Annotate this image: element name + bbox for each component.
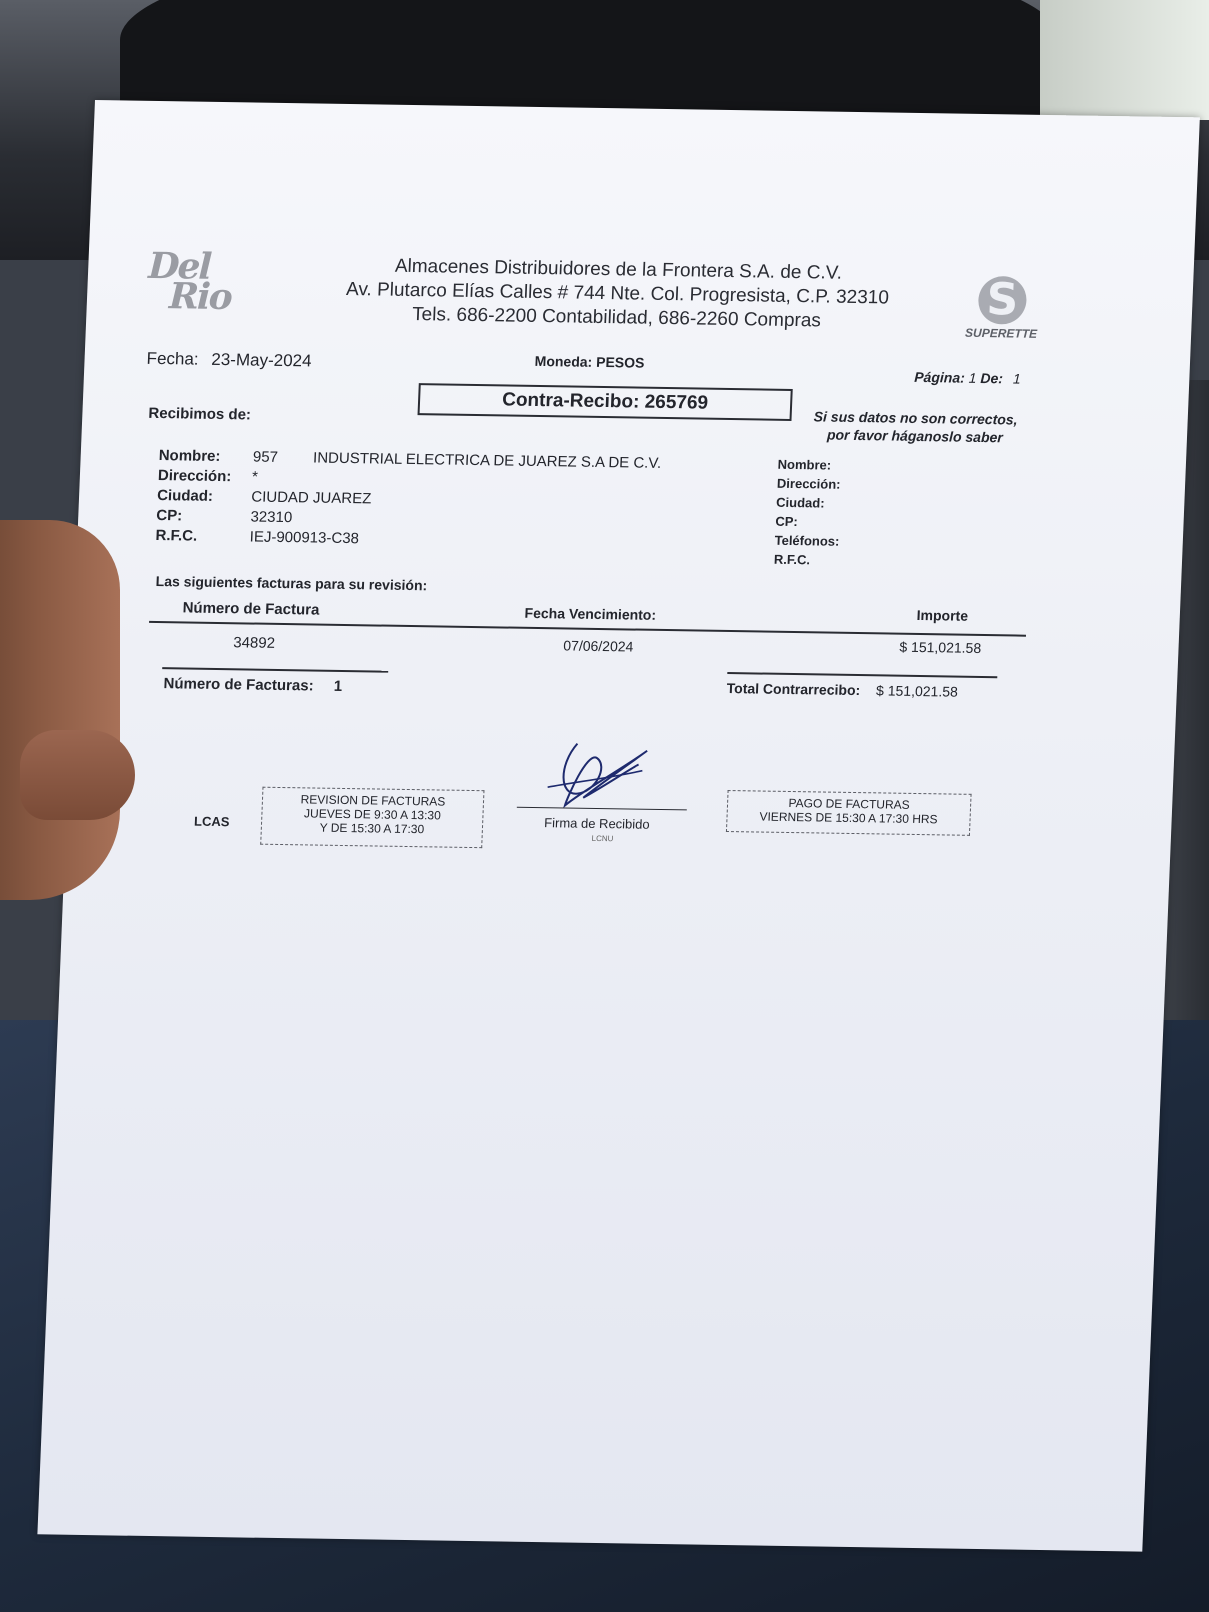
recibimos-direccion-value: * xyxy=(251,468,259,486)
invoice-count-label: Número de Facturas: xyxy=(163,675,314,695)
correction-note-line1: Si sus datos no son correctos, xyxy=(813,408,1018,428)
signature xyxy=(537,735,660,817)
del-rio-logo-line1: Del xyxy=(147,244,212,288)
revision-line2: JUEVES DE 9:30 A 13:30 xyxy=(303,806,442,823)
recibimos-rfc-row xyxy=(155,527,359,547)
revision-line1: REVISION DE FACTURAS xyxy=(300,792,446,809)
recibimos-ciudad-value: CIUDAD JUAREZ xyxy=(250,488,372,508)
pagina-de-value: 1 xyxy=(1012,370,1022,387)
company-phones: Tels. 686-2200 Contabilidad, 686-2260 Compras xyxy=(411,304,822,332)
revision-box xyxy=(260,787,484,848)
correction-cp-label: CP: xyxy=(775,513,799,530)
total-contrarrecibo xyxy=(726,680,958,700)
recibimos-direccion-label: Dirección: xyxy=(157,467,232,486)
hand-holding-paper xyxy=(0,520,120,900)
del-rio-logo xyxy=(147,244,233,319)
total-rule xyxy=(727,672,997,678)
moneda xyxy=(534,353,644,371)
fecha-value: 23-May-2024 xyxy=(210,349,312,371)
moneda-label: Moneda: xyxy=(534,352,593,370)
pago-box xyxy=(726,790,972,836)
correction-direccion-label: Dirección: xyxy=(776,475,841,492)
recibimos-nombre-code: 957 xyxy=(252,448,279,466)
recibimos-ciudad-label: Ciudad: xyxy=(156,487,214,505)
pagina-de-label: De: xyxy=(980,369,1004,387)
pago-line1: PAGO DE FACTURAS xyxy=(788,795,910,812)
recibimos-direccion-row xyxy=(158,467,259,486)
correction-ciudad-label: Ciudad: xyxy=(775,494,825,511)
firma-label: Firma de Recibido xyxy=(543,815,651,832)
invoice-row-importe: $ 151,021.58 xyxy=(899,638,982,656)
pagina xyxy=(914,369,1021,387)
window-light-background xyxy=(1040,0,1209,120)
count-rule xyxy=(162,667,388,673)
table-header-rule xyxy=(149,621,1026,637)
total-label: Total Contrarrecibo: xyxy=(726,679,861,699)
invoice-count-value: 1 xyxy=(333,677,343,695)
superette-logo-text: SUPERETTE xyxy=(964,325,1038,341)
correction-nombre-label: Nombre: xyxy=(777,456,832,473)
lcas-label: LCAS xyxy=(193,813,230,830)
revision-line3: Y DE 15:30 A 17:30 xyxy=(319,820,425,837)
invoice-row-fecha: 07/06/2024 xyxy=(563,637,634,655)
invoices-intro: Las siguientes facturas para su revisión: xyxy=(155,573,428,594)
col-numero-factura: Número de Factura xyxy=(182,599,320,619)
company-header xyxy=(336,254,899,335)
col-fecha-vencimiento: Fecha Vencimiento: xyxy=(524,604,657,623)
thumb xyxy=(20,730,135,820)
invoice-row-numero: 34892 xyxy=(232,634,276,652)
moneda-value: PESOS xyxy=(595,353,645,371)
contra-recibo-box xyxy=(418,383,793,421)
recibimos-rfc-value: IEJ-900913-C38 xyxy=(249,528,360,548)
recibimos-nombre-label: Nombre: xyxy=(158,447,221,466)
recibimos-ciudad-row xyxy=(157,487,372,507)
superette-logo-mark: S xyxy=(977,276,1027,325)
recibimos-cp-row xyxy=(156,507,293,526)
firma-sub: LCNU xyxy=(591,833,614,844)
fecha-label: Fecha: xyxy=(146,348,200,369)
correction-note-line2: por favor háganoslo saber xyxy=(826,426,1004,446)
correction-note xyxy=(800,407,1031,447)
del-rio-logo-line2: Rio xyxy=(168,275,232,319)
contra-recibo-document xyxy=(37,100,1199,1552)
pagina-label: Página: xyxy=(913,368,966,386)
contra-recibo-number: 265769 xyxy=(644,391,709,414)
company-name: Almacenes Distribuidores de la Frontera S.A. de C.V. xyxy=(394,255,843,284)
recibimos-de-title: Recibimos de: xyxy=(148,404,252,424)
correction-rfc-label: R.F.C. xyxy=(773,551,811,568)
company-address: Av. Plutarco Elías Calles # 744 Nte. Col. Progresista, C.P. 32310 xyxy=(345,278,890,309)
correction-fields xyxy=(774,455,843,570)
correction-telefonos-label: Teléfonos: xyxy=(774,532,840,549)
contra-recibo-label: Contra-Recibo: xyxy=(501,389,640,413)
pagina-value: 1 xyxy=(968,369,977,386)
recibimos-rfc-label: R.F.C. xyxy=(155,527,198,545)
invoice-count xyxy=(163,675,342,695)
pago-line2: VIERNES DE 15:30 A 17:30 HRS xyxy=(759,809,938,827)
total-value: $ 151,021.58 xyxy=(875,682,959,700)
recibimos-nombre-value: INDUSTRIAL ELECTRICA DE JUAREZ S.A DE C.V. xyxy=(312,449,662,472)
recibimos-cp-label: CP: xyxy=(156,507,183,525)
col-importe: Importe xyxy=(916,606,969,624)
recibimos-cp-value: 32310 xyxy=(250,508,293,527)
superette-logo xyxy=(951,276,1054,342)
fecha xyxy=(146,349,312,372)
